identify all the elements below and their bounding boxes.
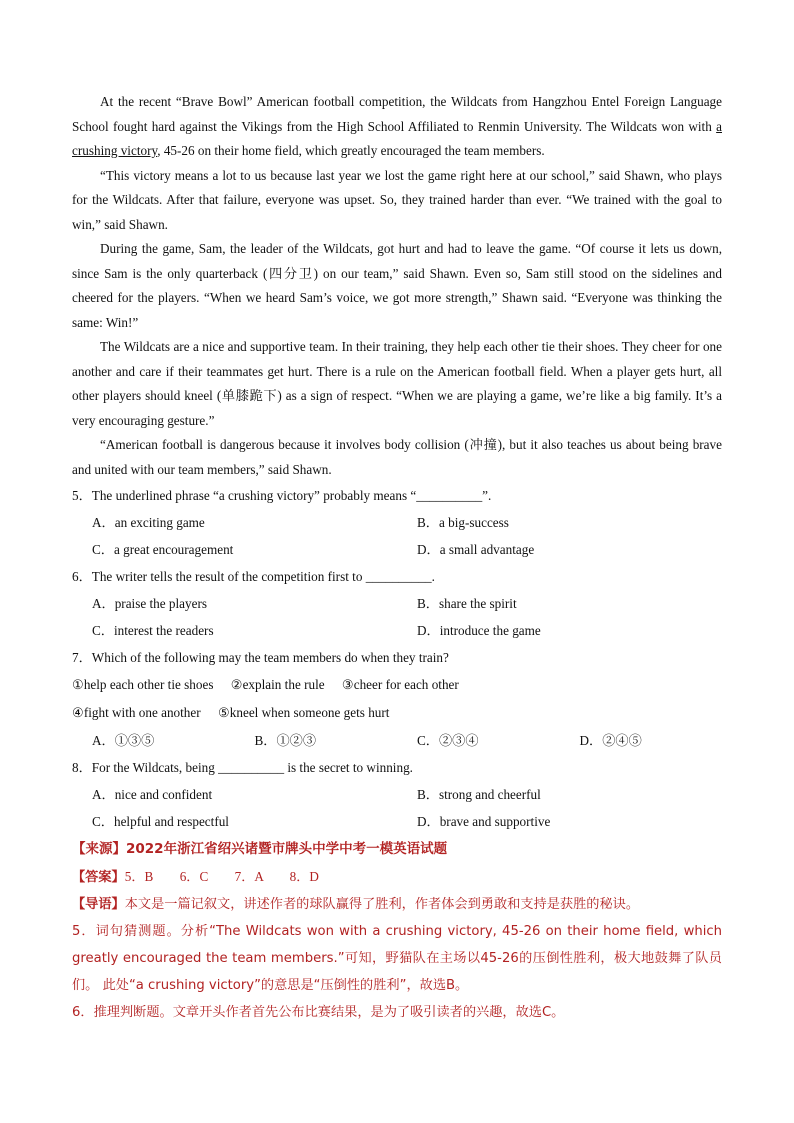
passage-paragraph-1 [72,90,722,164]
answer-line [72,863,722,891]
option: B．①②③ [254,733,317,748]
item: ①help each other tie shoes [72,677,214,692]
question-8-options [72,781,722,808]
p1-text-end: , 45-26 on their home field, which greatly encouraged the team members. [157,143,545,158]
question-8-options-2 [72,808,722,835]
passage-paragraph-4: The Wildcats are a nice and supportive team. In their training, they help each other tie their shoes. They cheer for one another and care if their teammates get hurt. There is a rule on the American football field. When a player gets hurt, all other players should kneel (单膝跪下) as a sign of respect. “When we are playing a game, we’re like a big family. It’s a very encouraging gesture.” [72,339,722,428]
option: D．brave and supportive [417,814,551,829]
option: C．②③④ [417,733,479,748]
explanation-6: 6．推理判断题。文章开头作者首先公布比赛结果，是为了吸引读者的兴趣，故选C。 [72,1005,565,1020]
question-6-options-2 [72,617,722,644]
question-6-options [72,590,722,617]
question-7-items-row-2 [72,699,722,727]
question-7-options [72,727,722,754]
item: ③cheer for each other [341,677,459,692]
option: D．a small advantage [417,542,535,557]
option: A．①③⑤ [92,733,155,748]
option: A．nice and confident [92,787,213,802]
question-8: 8．For the Wildcats, being __________ is the secret to winning. [72,760,413,775]
explanation-5: 5．词句猜测题。分析“The Wildcats won with a crushing victory, 45-26 on their home field, which greatly encouraged the team members.”可知，野猫队在主场以45-26的压倒性胜利，极大地鼓舞了队员们。 此处“a crushing victory”的意思是“压倒性的胜利”，故选B。 [72,924,722,993]
question-7-items-row-1 [72,671,722,699]
passage-paragraph-5: “American football is dangerous because it involves body collision (冲撞), but it also teaches us about being brave and united with our team members,” said Shawn. [72,437,722,477]
passage-paragraph-2: “This victory means a lot to us because last year we lost the game right here at our school,” said Shawn, who plays for the Wildcats. After that failure, everyone was upset. So, they trained harder than ever. “We trained with the goal to win,” said Shawn. [72,167,722,232]
option: C．a great encouragement [92,542,234,557]
option: D．②④⑤ [579,733,642,748]
answer-label: 【答案】 [72,870,125,885]
option: B．a big-success [417,515,509,530]
item: ④fight with one another [72,705,201,720]
question-5-options-2 [72,536,722,563]
guide-label: 【导语】 [72,897,125,912]
document-page [72,90,722,1026]
answer-text: 5．B 6．C 7．A 8．D [124,869,319,884]
question-5: 5．The underlined phrase “a crushing victory” probably means “__________”. [72,488,492,503]
option: B．share the spirit [417,596,517,611]
p1-text: At the recent “Brave Bowl” American football competition, the Wildcats from Hangzhou Entel Foreign Language School fought hard against the Vikings from the High School Affiliated to Renmin University. The Wildcats won with [72,94,722,134]
passage-paragraph-3: During the game, Sam, the leader of the Wildcats, got hurt and had to leave the game. “Of course it lets us down, since Sam is the only quarterback (四分卫) on our team,” said Shawn. Even so, Sam still stood on the sidelines and cheered for the players. “When we heard Sam’s voice, we got more strength,” Shawn said. “Everyone was thinking the same: Win!” [72,241,722,330]
question-7: 7．Which of the following may the team members do when they train? [72,650,449,665]
underlined-phrase: a crushing victory [72,118,722,158]
option: A．an exciting game [92,515,205,530]
question-6: 6．The writer tells the result of the competition first to __________. [72,569,435,584]
option: A．praise the players [92,596,207,611]
guide-text: 本文是一篇记叙文，讲述作者的球队赢得了胜利，作者体会到勇敢和支持是获胜的秘诀。 [124,897,640,912]
guide-line [72,891,722,918]
option: C．interest the readers [92,623,214,638]
source-line: 【来源】2022年浙江省绍兴诸暨市牌头中学中考一模英语试题 [72,841,448,857]
option: C．helpful and respectful [92,814,229,829]
question-5-options [72,509,722,536]
option: B．strong and cheerful [417,787,541,802]
option: D．introduce the game [417,623,541,638]
item: ⑤kneel when someone gets hurt [217,705,390,720]
item: ②explain the rule [230,677,325,692]
